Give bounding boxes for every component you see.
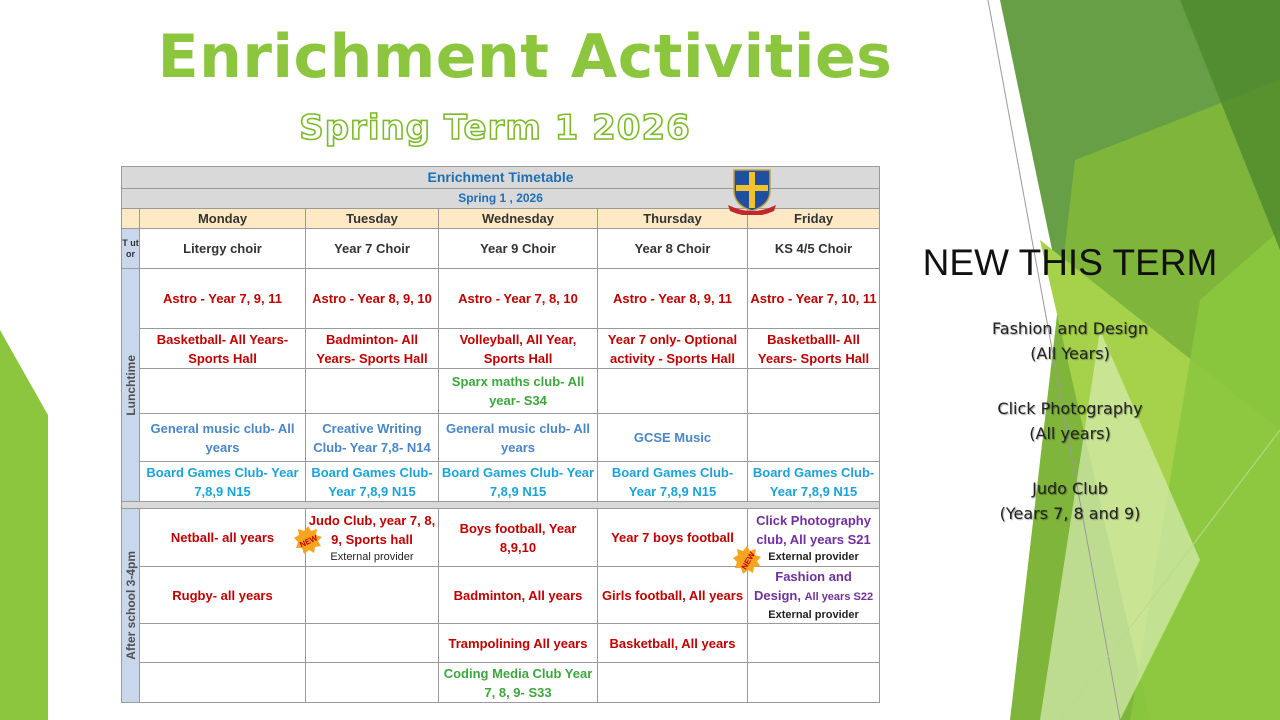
board-games-cell-friday: Board Games Club- Year 7,8,9 N15 [748,462,880,502]
empty-cell [598,663,748,703]
after-school-section-label: After school 3-4pm [124,551,138,660]
new-badge-judo [294,526,322,554]
board-games-cell-monday: Board Games Club- Year 7,8,9 N15 [140,462,306,502]
empty-cell [748,414,880,462]
new-this-term-panel [915,240,1225,526]
astro-cell-thursday: Astro - Year 8, 9, 11 [598,269,748,329]
corner-cell [122,209,140,229]
empty-cell [140,624,306,663]
day-header-tuesday: Tuesday [306,209,439,229]
sports-cell-friday: Basketballl- All Years- Sports Hall [748,329,880,369]
photography-title: Click Photography club, All years S21 [756,512,871,547]
empty-cell [748,663,880,703]
section-separator [122,502,880,509]
school-crest-logo [726,167,778,215]
tutor-cell-tuesday: Year 7 Choir [306,229,439,269]
board-games-cell-wednesday: Board Games Club- Year 7,8,9 N15 [439,462,598,502]
empty-cell [140,663,306,703]
new-item-photography: Click Photography [997,399,1143,418]
tutor-cell-monday: Litergy choir [140,229,306,269]
tutor-section-label: T ut or [122,237,139,259]
new-badge-photography [733,546,761,574]
empty-cell [140,369,306,414]
boys-football-cell-wednesday: Boys football, Year 8,9,10 [439,509,598,567]
page-subtitle: Spring Term 1 2026 [299,108,691,148]
fashion-provider-note: External provider [768,609,859,621]
empty-cell [306,663,439,703]
photography-provider-note: External provider [768,550,859,563]
astro-cell-monday: Astro - Year 7, 9, 11 [140,269,306,329]
board-games-cell-thursday: Board Games Club- Year 7,8,9 N15 [598,462,748,502]
coding-media-cell-wednesday: Coding Media Club Year 7, 8, 9- S33 [439,663,598,703]
day-header-monday: Monday [140,209,306,229]
new-item-judo: Judo Club [1032,479,1108,498]
judo-cell-tuesday [306,509,439,567]
sports-cell-wednesday: Volleyball, All Year, Sports Hall [439,329,598,369]
day-header-thursday: Thursday [598,209,748,229]
fashion-design-cell-friday [748,567,880,624]
sports-cell-tuesday: Badminton- All Years- Sports Hall [306,329,439,369]
enrichment-timetable [121,166,880,703]
tutor-cell-wednesday: Year 9 Choir [439,229,598,269]
gcse-music-cell-thursday: GCSE Music [598,414,748,462]
board-games-cell-tuesday: Board Games Club- Year 7,8,9 N15 [306,462,439,502]
music-cell-wednesday: General music club- All years [439,414,598,462]
lunchtime-section-label: Lunchtime [124,354,138,416]
tutor-cell-thursday: Year 8 Choir [598,229,748,269]
sports-cell-thursday: Year 7 only- Optional activity - Sports Hall [598,329,748,369]
day-header-wednesday: Wednesday [439,209,598,229]
day-header-friday: Friday [748,209,880,229]
new-item-fashion: Fashion and Design [992,319,1148,338]
new-badge-judo-text: NEW [298,533,319,550]
new-item-photography-years: (All years) [1029,424,1111,443]
empty-cell [748,369,880,414]
new-item-fashion-years: (All Years) [1030,344,1110,363]
rugby-cell-monday: Rugby- all years [140,567,306,624]
timetable-heading: Enrichment Timetable [122,167,880,189]
new-this-term-heading: NEW THIS TERM [922,242,1218,283]
empty-cell [306,369,439,414]
empty-cell [748,624,880,663]
fashion-years: All years S22 [804,591,874,603]
astro-cell-wednesday: Astro - Year 7, 8, 10 [439,269,598,329]
trampolining-cell-wednesday: Trampolining All years [439,624,598,663]
empty-cell [598,369,748,414]
music-cell-monday: General music club- All years [140,414,306,462]
basketball-cell-thursday: Basketball, All years [598,624,748,663]
astro-cell-friday: Astro - Year 7, 10, 11 [748,269,880,329]
empty-cell [306,567,439,624]
fashion-title: Fashion and Design, [753,569,852,603]
page-title: Enrichment Activities [157,22,893,92]
year7-boys-football-cell-thursday: Year 7 boys football [598,509,748,567]
sports-cell-monday: Basketball- All Years- Sports Hall [140,329,306,369]
astro-cell-tuesday: Astro - Year 8, 9, 10 [306,269,439,329]
empty-cell [306,624,439,663]
netball-cell-monday: Netball- all years [140,509,306,567]
badminton-cell-wednesday: Badminton, All years [439,567,598,624]
tutor-cell-friday: KS 4/5 Choir [748,229,880,269]
girls-football-cell-thursday: Girls football, All years [598,567,748,624]
timetable-term: Spring 1 , 2026 [122,189,880,209]
sparx-maths-cell-wednesday: Sparx maths club- All year- S34 [439,369,598,414]
judo-title: Judo Club, year 7, 8, 9, Sports hall [308,512,436,547]
new-item-judo-years: (Years 7, 8 and 9) [999,504,1141,523]
new-badge-photography-text: NEW [739,550,757,572]
creative-writing-cell-tuesday: Creative Writing Club- Year 7,8- N14 [306,414,439,462]
judo-provider-note: External provider [330,550,414,563]
photography-cell-friday [748,509,880,567]
